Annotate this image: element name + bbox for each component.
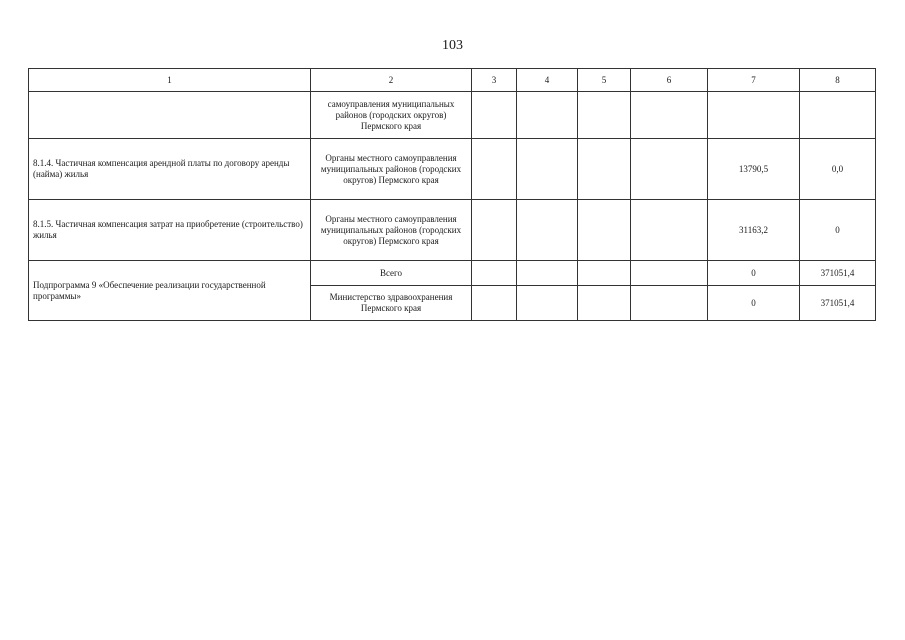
table-row — [29, 139, 876, 200]
row-name: 8.1.4. Частичная компенсация арендной платы по договору аренды (найма) жилья — [29, 139, 311, 200]
row-cell — [472, 139, 517, 200]
header-cell: 1 — [29, 69, 311, 92]
row-cell — [517, 286, 578, 321]
row-value-7 — [708, 92, 800, 139]
budget-table — [28, 68, 876, 321]
row-cell — [631, 261, 708, 286]
row-executor: Всего — [311, 261, 472, 286]
row-executor: Органы местного самоуправления муниципальных районов (городских округов) Пермского края — [311, 200, 472, 261]
row-cell — [578, 139, 631, 200]
row-cell — [631, 286, 708, 321]
row-name: 8.1.5. Частичная компенсация затрат на приобретение (строительство) жилья — [29, 200, 311, 261]
row-value-8 — [800, 92, 876, 139]
header-cell: 3 — [472, 69, 517, 92]
header-cell: 8 — [800, 69, 876, 92]
row-cell — [472, 200, 517, 261]
row-cell — [631, 200, 708, 261]
row-cell — [472, 92, 517, 139]
row-executor: самоуправления муниципальных районов (городских округов) Пермского края — [311, 92, 472, 139]
row-value-7: 31163,2 — [708, 200, 800, 261]
table-row — [29, 200, 876, 261]
table-row — [29, 261, 876, 286]
row-value-8: 371051,4 — [800, 261, 876, 286]
row-cell — [578, 286, 631, 321]
page-number: 103 — [442, 38, 463, 53]
row-value-8: 0 — [800, 200, 876, 261]
header-row — [29, 69, 876, 92]
row-executor: Министерство здравоохранения Пермского края — [311, 286, 472, 321]
row-value-8: 371051,4 — [800, 286, 876, 321]
header-cell: 5 — [578, 69, 631, 92]
row-name — [29, 92, 311, 139]
row-cell — [517, 261, 578, 286]
subprogram-name: Подпрограмма 9 «Обеспечение реализации государственной программы» — [29, 261, 311, 321]
row-cell — [578, 92, 631, 139]
row-value-7: 0 — [708, 286, 800, 321]
row-executor: Органы местного самоуправления муниципальных районов (городских округов) Пермского края — [311, 139, 472, 200]
row-value-7: 13790,5 — [708, 139, 800, 200]
row-value-8: 0,0 — [800, 139, 876, 200]
row-cell — [578, 261, 631, 286]
header-cell: 6 — [631, 69, 708, 92]
row-cell — [517, 92, 578, 139]
row-value-7: 0 — [708, 261, 800, 286]
header-cell: 4 — [517, 69, 578, 92]
row-cell — [631, 92, 708, 139]
row-cell — [517, 200, 578, 261]
row-cell — [472, 286, 517, 321]
header-cell: 7 — [708, 69, 800, 92]
row-cell — [631, 139, 708, 200]
row-cell — [517, 139, 578, 200]
table-row — [29, 92, 876, 139]
row-cell — [472, 261, 517, 286]
row-cell — [578, 200, 631, 261]
header-cell: 2 — [311, 69, 472, 92]
